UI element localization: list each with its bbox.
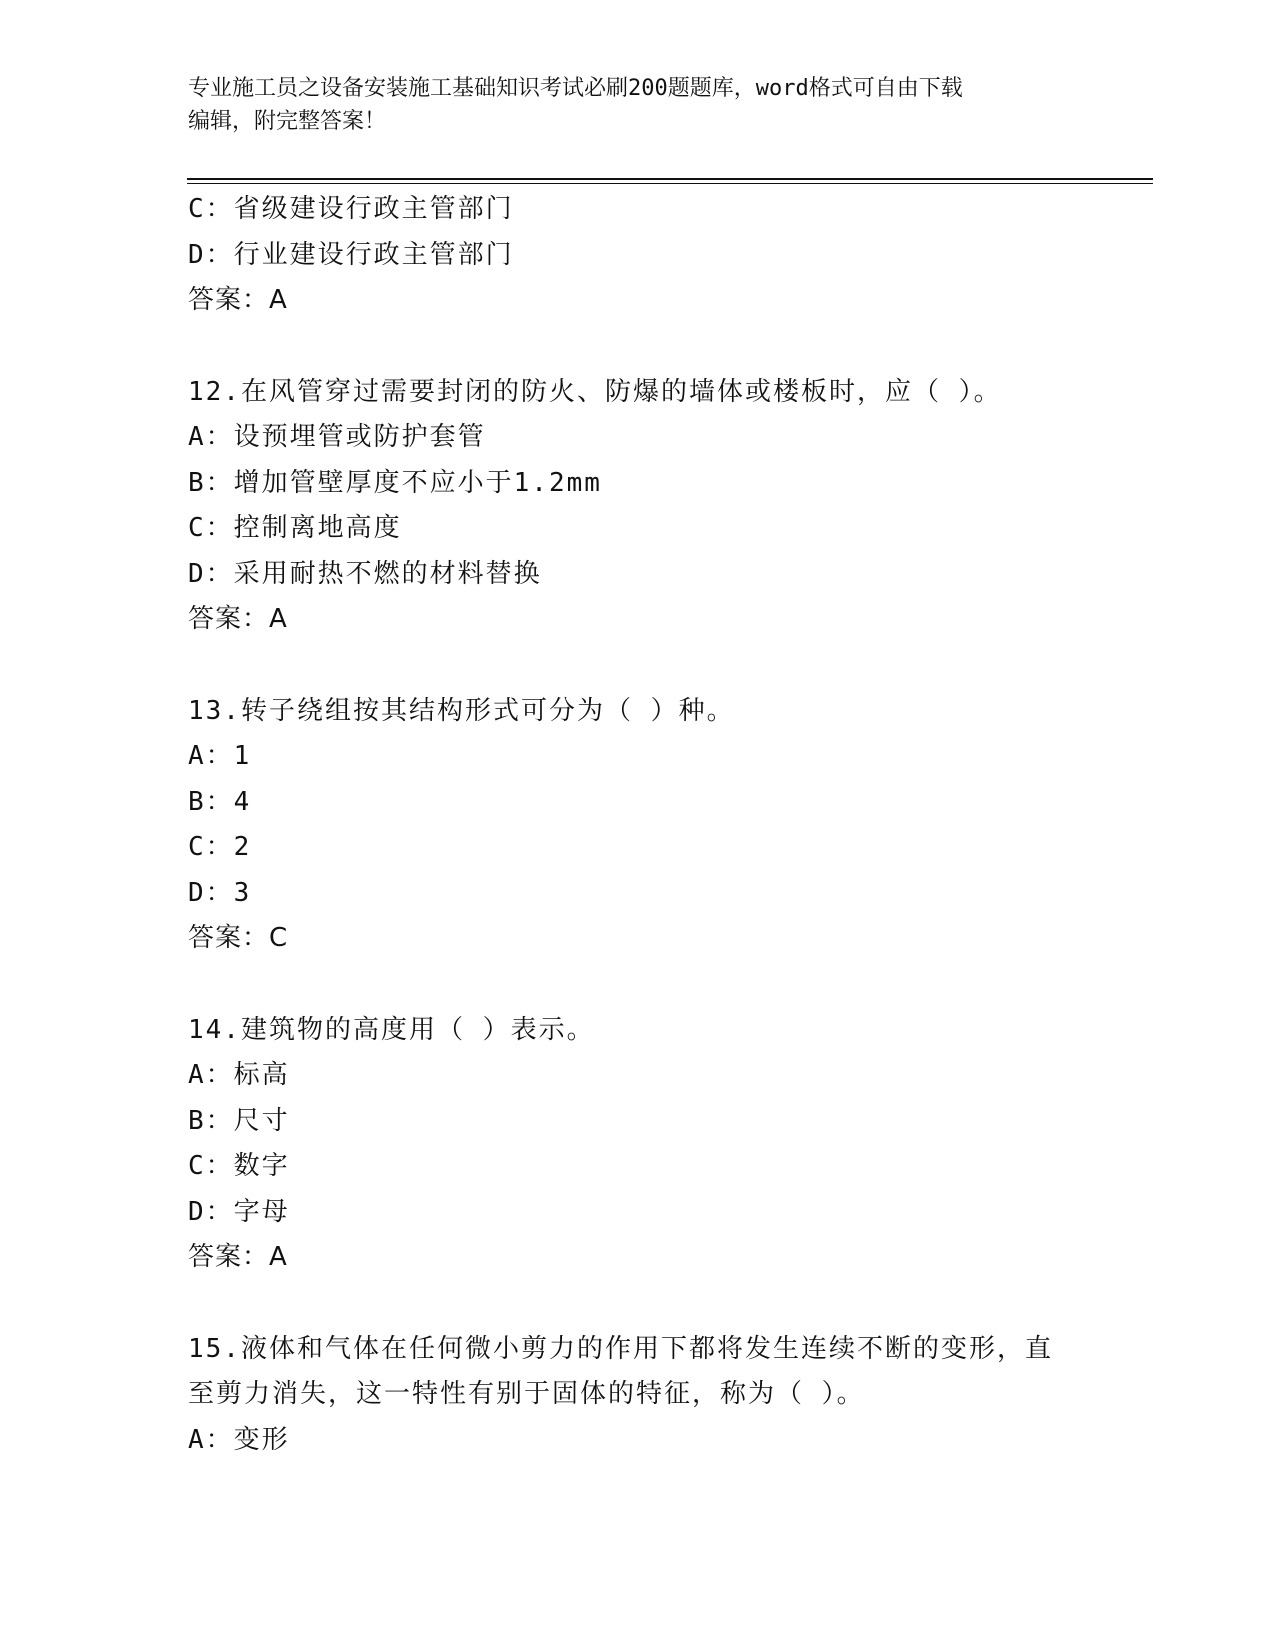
header-rule-thick — [187, 178, 1153, 180]
option-b: B：4 — [188, 786, 252, 817]
question-block-15 — [188, 1327, 1148, 1464]
question-block-11 — [188, 187, 1148, 324]
option-d: D：字母 — [188, 1196, 290, 1227]
header-line-2: 编辑，附完整答案！ — [188, 109, 387, 134]
question-block-14 — [188, 1008, 1148, 1281]
option-d: D：3 — [188, 877, 252, 908]
document-header — [188, 72, 1068, 138]
option-b: B：增加管壁厚度不应小于1.2mm — [188, 467, 602, 498]
question-list — [188, 187, 1148, 1463]
answer-line: 答案：C — [188, 923, 289, 953]
question-block-13 — [188, 689, 1148, 962]
option-d: D：采用耐热不燃的材料替换 — [188, 558, 542, 589]
answer-line: 答案：A — [188, 1242, 288, 1272]
question-text: 13.转子绕组按其结构形式可分为（ ）种。 — [188, 695, 735, 726]
option-c: C：控制离地高度 — [188, 513, 402, 543]
answer-line: 答案：A — [188, 285, 288, 315]
option-a: A：1 — [188, 741, 252, 771]
option-a: A：变形 — [188, 1424, 290, 1455]
option-c: C：省级建设行政主管部门 — [188, 194, 514, 224]
option-a: A：标高 — [188, 1060, 290, 1090]
question-text: 12.在风管穿过需要封闭的防火、防爆的墙体或楼板时，应（ ）。 — [188, 376, 1002, 407]
question-text-line-1: 15.液体和气体在任何微小剪力的作用下都将发生连续不断的变形，直 — [188, 1333, 1053, 1364]
option-c: C：数字 — [188, 1151, 290, 1181]
option-a: A：设预埋管或防护套管 — [188, 422, 486, 452]
answer-line: 答案：A — [188, 604, 288, 634]
header-rule-thin — [187, 183, 1153, 184]
question-text: 14.建筑物的高度用（ ）表示。 — [188, 1014, 595, 1045]
header-line-1: 专业施工员之设备安装施工基础知识考试必刷200题题库，word格式可自由下载 — [188, 76, 963, 101]
option-b: B：尺寸 — [188, 1105, 290, 1136]
option-d: D：行业建设行政主管部门 — [188, 239, 514, 270]
question-text-line-2: 至剪力消失，这一特性有别于固体的特征，称为（ ）。 — [188, 1379, 865, 1409]
question-block-12 — [188, 370, 1148, 643]
option-c: C：2 — [188, 832, 252, 862]
